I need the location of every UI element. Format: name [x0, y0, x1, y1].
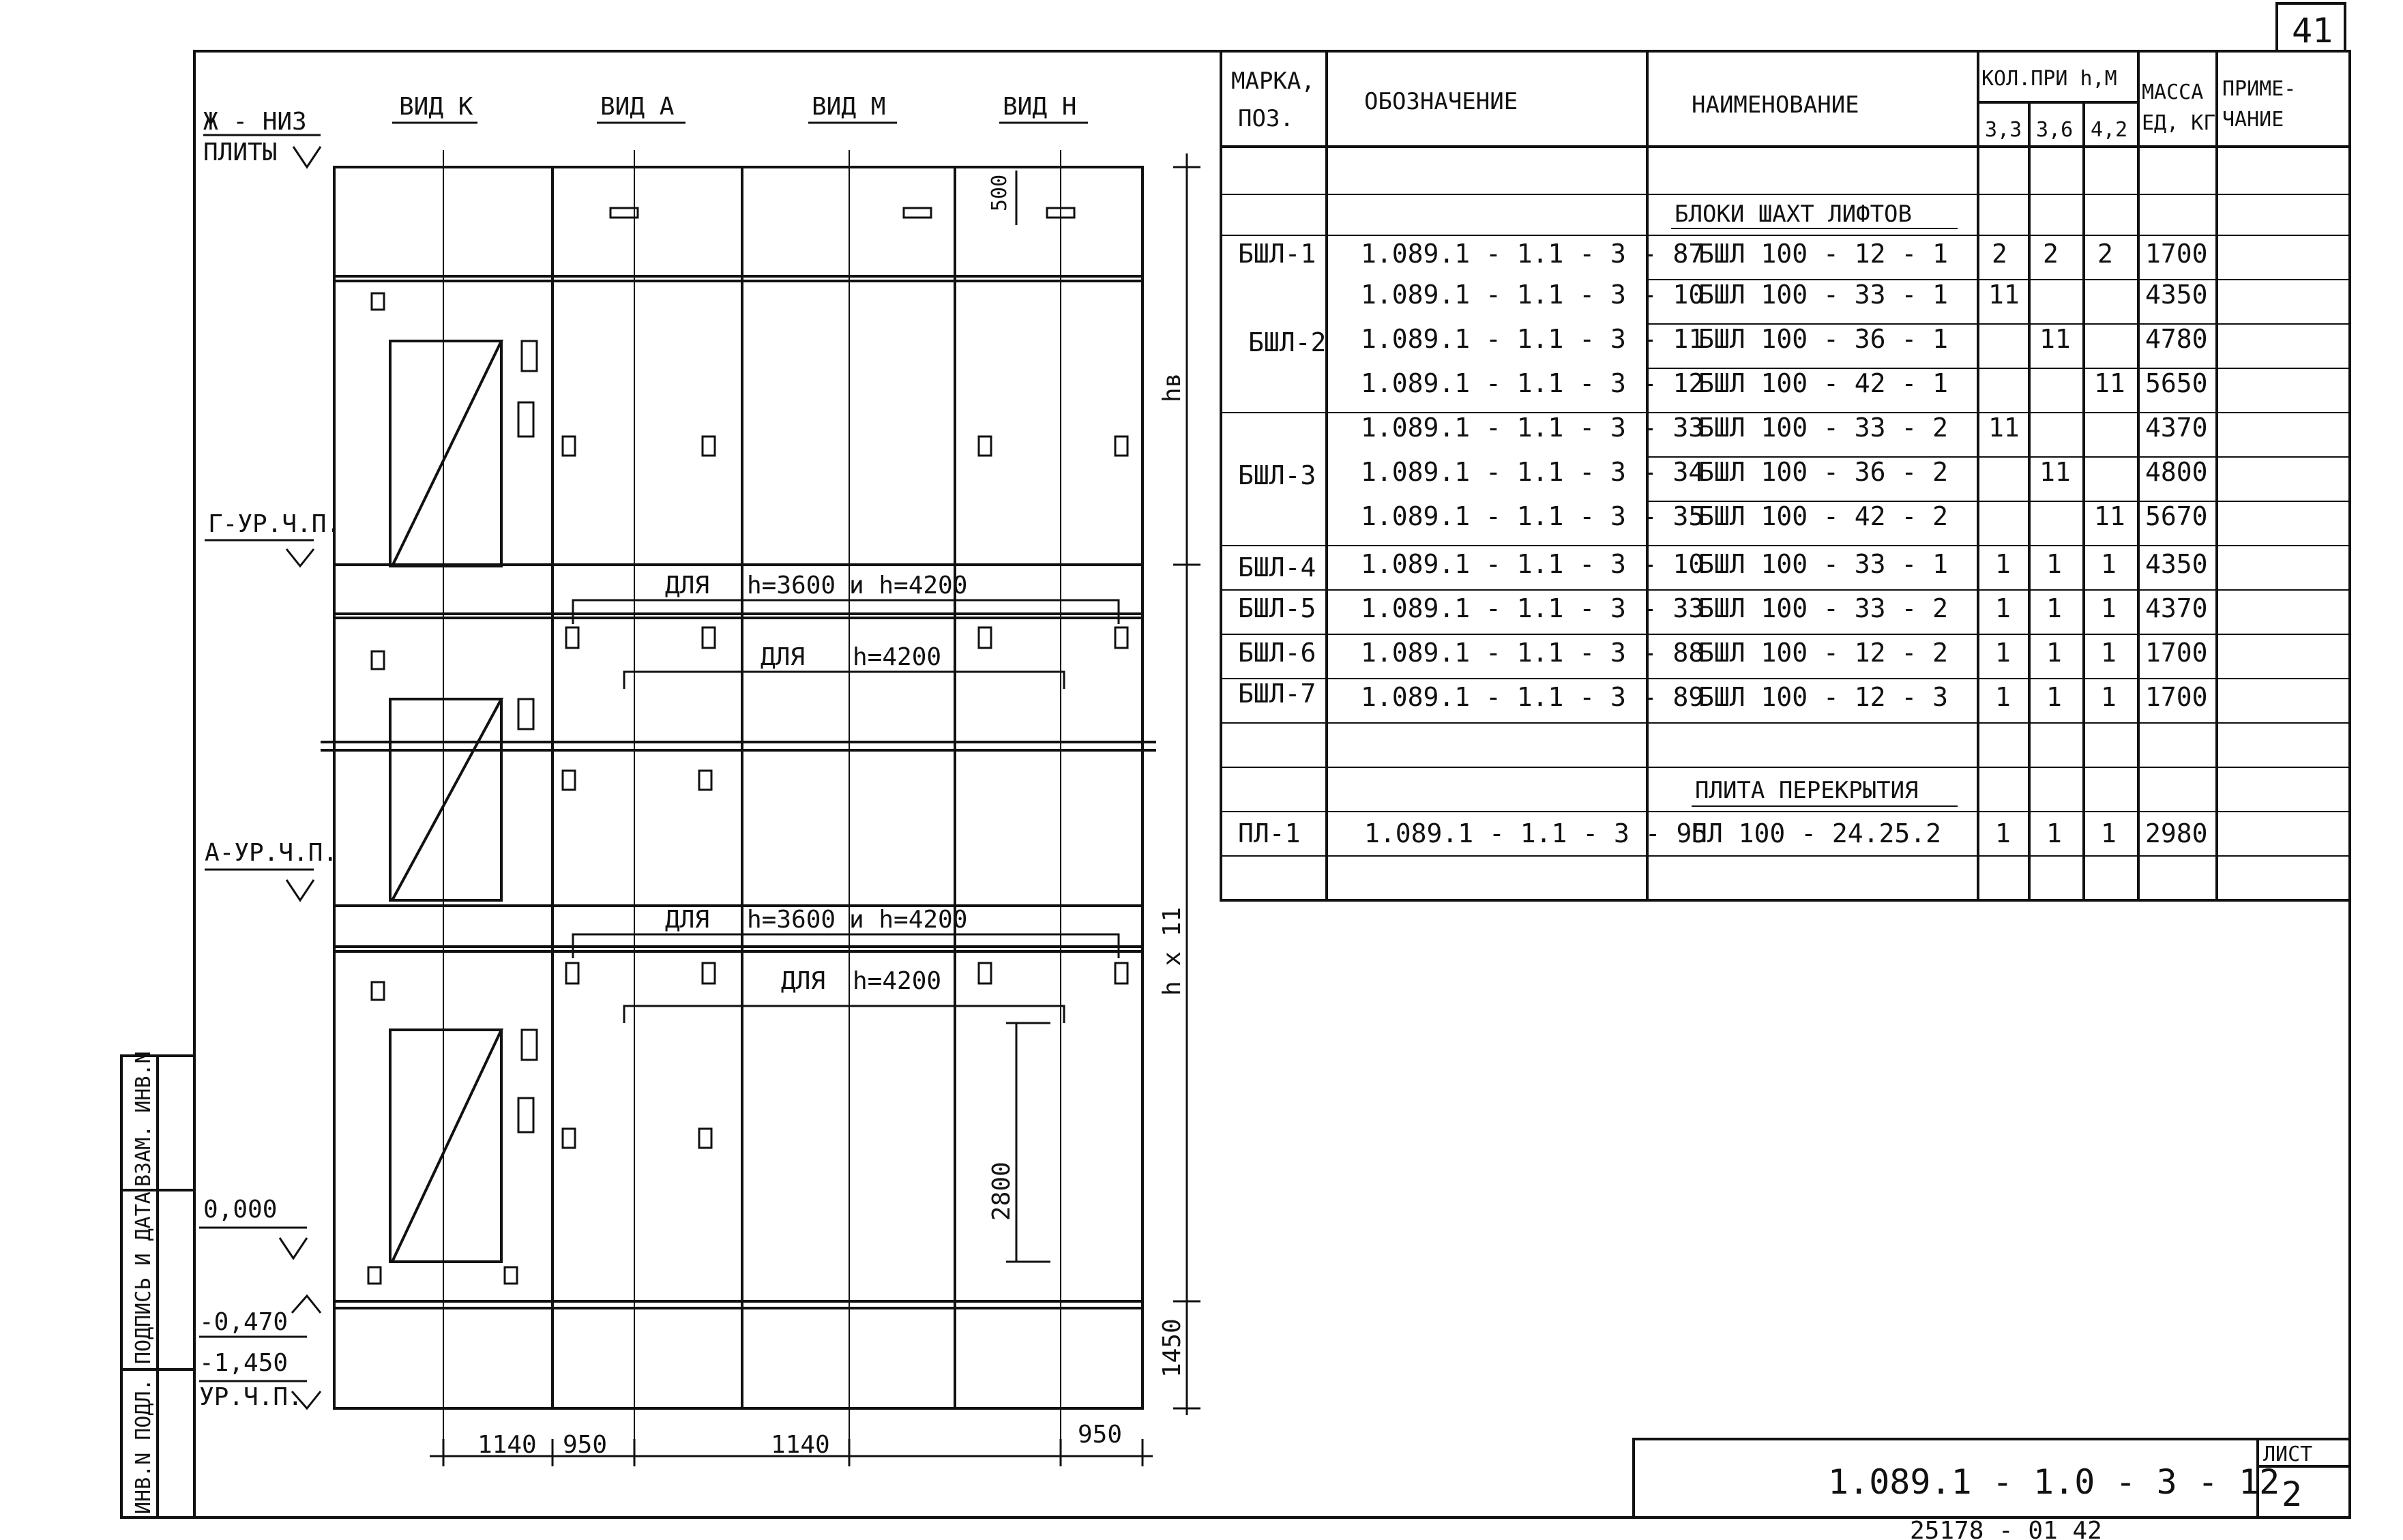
level-g: Г-УР.Ч.П. — [208, 510, 342, 538]
header-qty-36: 3,6 — [2036, 118, 2074, 142]
row-11-name: ПЛ 100 - 24.25.2 — [1692, 818, 1942, 848]
row-7-mass: 4350 — [2145, 549, 2208, 579]
row-10-name: БШЛ 100 - 12 - 3 — [1698, 682, 1949, 712]
elevation-drawing — [199, 93, 1200, 1466]
title-code: 1.089.1 - 1.0 - 3 - 12 — [1828, 1462, 2280, 1502]
row-2-name: БШЛ 100 - 36 - 1 — [1698, 324, 1949, 354]
row-4-desig: 1.089.1 - 1.1 - 3 - 33 — [1361, 413, 1705, 443]
note-for-top-2: h=3600 — [747, 572, 836, 599]
header-mark-1: МАРКА, — [1231, 68, 1315, 95]
note-for-top-3: и h=4200 — [849, 572, 968, 599]
row-10-desig: 1.089.1 - 1.1 - 3 - 89 — [1361, 682, 1705, 712]
dim-bottom-1140-a: 1140 — [477, 1431, 537, 1459]
row-0-q42: 2 — [2097, 239, 2113, 269]
header-qty-33: 3,3 — [1985, 118, 2022, 142]
section-floor-slab: ПЛИТА ПЕРЕКРЫТИЯ — [1695, 777, 1919, 804]
row-8-q42: 1 — [2101, 593, 2117, 623]
row-11-desig: 1.089.1 - 1.1 - 3 - 95 — [1364, 818, 1708, 848]
row-7-q42: 1 — [2101, 549, 2117, 579]
title-sheet-label: ЛИСТ — [2263, 1442, 2313, 1466]
view-label-k: ВИД К — [399, 93, 473, 121]
header-mass-1: МАССА — [2142, 80, 2204, 104]
row-0-name: БШЛ 100 - 12 - 1 — [1698, 239, 1949, 269]
row-3-name: БШЛ 100 - 42 - 1 — [1698, 368, 1949, 398]
header-qty: КОЛ.ПРИ h,М — [1981, 67, 2117, 91]
header-note-1: ПРИМЕ- — [2222, 77, 2297, 101]
dim-500: 500 — [988, 174, 1012, 211]
row-10-mass: 1700 — [2145, 682, 2208, 712]
level-minus-1450: -1,450 — [199, 1349, 289, 1377]
dim-hv: hв — [1158, 372, 1186, 402]
note-for-low-3: и h=4200 — [849, 906, 968, 934]
level-a: А-УР.Ч.П. — [205, 839, 338, 867]
header-qty-42: 4,2 — [2091, 118, 2128, 142]
row-mark-bshl-2: БШЛ-2 — [1248, 327, 1327, 357]
row-0-q33: 2 — [1992, 239, 2007, 269]
level-ur-ch-p: УР.Ч.П. — [199, 1383, 303, 1411]
header-mark-2: ПОЗ. — [1238, 105, 1294, 132]
dim-bottom-1140-b: 1140 — [771, 1431, 830, 1459]
row-10-q36: 1 — [2046, 682, 2062, 712]
stamp-inv-podl: ИНВ.N ПОДЛ. — [132, 1378, 156, 1514]
dim-1450: 1450 — [1158, 1318, 1186, 1378]
header-note-2: ЧАНИЕ — [2222, 108, 2284, 132]
row-5-mass: 4800 — [2145, 457, 2208, 487]
row-mark-bshl-6: БШЛ-6 — [1238, 638, 1316, 668]
header-mass-2: ЕД, КГ — [2142, 111, 2216, 135]
row-4-q33: 11 — [1988, 413, 2020, 443]
row-3-desig: 1.089.1 - 1.1 - 3 - 12 — [1361, 368, 1705, 398]
note-for-low-2: h=3600 — [747, 906, 836, 934]
row-mark-bshl-4: БШЛ-4 — [1238, 552, 1316, 582]
level-zero: 0,000 — [203, 1196, 278, 1224]
row-3-q42: 11 — [2094, 368, 2125, 398]
row-8-name: БШЛ 100 - 33 - 2 — [1698, 593, 1949, 623]
row-8-mass: 4370 — [2145, 593, 2208, 623]
note-4200-top-1: ДЛЯ — [761, 643, 806, 671]
view-label-n: ВИД Н — [1003, 93, 1077, 121]
row-4-mass: 4370 — [2145, 413, 2208, 443]
header-designation: ОБОЗНАЧЕНИЕ — [1364, 88, 1518, 115]
title-sheet-number: 2 — [2282, 1475, 2303, 1514]
row-mark-pl-1: ПЛ-1 — [1238, 818, 1301, 848]
row-2-desig: 1.089.1 - 1.1 - 3 - 11 — [1361, 324, 1705, 354]
row-8-q33: 1 — [1995, 593, 2011, 623]
row-4-name: БШЛ 100 - 33 - 2 — [1698, 413, 1949, 443]
row-6-desig: 1.089.1 - 1.1 - 3 - 35 — [1361, 501, 1705, 531]
row-9-desig: 1.089.1 - 1.1 - 3 - 88 — [1361, 638, 1705, 668]
row-11-q33: 1 — [1995, 818, 2011, 848]
row-0-desig: 1.089.1 - 1.1 - 3 - 87 — [1361, 239, 1705, 269]
row-1-q33: 11 — [1988, 280, 2020, 310]
row-7-q36: 1 — [2046, 549, 2062, 579]
row-1-mass: 4350 — [2145, 280, 2208, 310]
note-4200-low-2: h=4200 — [853, 967, 942, 995]
row-5-q36: 11 — [2039, 457, 2071, 487]
dim-bottom-950-b: 950 — [1078, 1421, 1123, 1449]
view-label-a: ВИД А — [600, 93, 675, 121]
sheet-frame — [194, 51, 2350, 1517]
row-2-q36: 11 — [2039, 324, 2071, 354]
section-shaft-blocks: БЛОКИ ШАХТ ЛИФТОВ — [1675, 201, 1912, 228]
row-mark-bshl-3: БШЛ-3 — [1238, 460, 1316, 490]
row-9-name: БШЛ 100 - 12 - 2 — [1698, 638, 1949, 668]
level-slab-bottom-1: Ж - НИЗ — [203, 108, 307, 136]
row-3-mass: 5650 — [2145, 368, 2208, 398]
row-0-mass: 1700 — [2145, 239, 2208, 269]
row-9-q42: 1 — [2101, 638, 2117, 668]
row-11-q36: 1 — [2046, 818, 2062, 848]
row-9-q33: 1 — [1995, 638, 2011, 668]
stamp-vzam-inv: ВЗАМ. ИНВ.N — [132, 1051, 156, 1187]
row-6-q42: 11 — [2094, 501, 2125, 531]
stamp-signature-date: ПОДПИСЬ И ДАТА — [132, 1191, 156, 1364]
note-4200-low-1: ДЛЯ — [781, 967, 826, 995]
note-4200-top-2: h=4200 — [853, 643, 942, 671]
row-7-desig: 1.089.1 - 1.1 - 3 - 10 — [1361, 549, 1705, 579]
row-8-q36: 1 — [2046, 593, 2062, 623]
row-5-desig: 1.089.1 - 1.1 - 3 - 34 — [1361, 457, 1705, 487]
row-mark-bshl-7: БШЛ-7 — [1238, 679, 1316, 709]
row-1-desig: 1.089.1 - 1.1 - 3 - 10 — [1361, 280, 1705, 310]
dim-hx11: h x 11 — [1158, 906, 1186, 996]
row-6-mass: 5670 — [2145, 501, 2208, 531]
row-mark-bshl-5: БШЛ-5 — [1238, 593, 1316, 623]
level-minus-0470: -0,470 — [199, 1308, 289, 1336]
row-9-q36: 1 — [2046, 638, 2062, 668]
row-6-name: БШЛ 100 - 42 - 2 — [1698, 501, 1949, 531]
specification-table — [1221, 51, 2350, 900]
level-slab-bottom-2: ПЛИТЫ — [203, 138, 278, 166]
title-block — [1634, 1439, 2350, 1517]
note-for-top-1: ДЛЯ — [665, 572, 710, 599]
view-label-m: ВИД М — [812, 93, 886, 121]
row-mark-bshl-1: БШЛ-1 — [1238, 239, 1316, 269]
note-for-low-1: ДЛЯ — [665, 906, 710, 934]
header-name: НАИМЕНОВАНИЕ — [1692, 91, 1859, 119]
archive-number: 25178 - 01 42 — [1910, 1517, 2102, 1540]
row-2-mass: 4780 — [2145, 324, 2208, 354]
page-number: 41 — [2292, 11, 2333, 50]
row-8-desig: 1.089.1 - 1.1 - 3 - 33 — [1361, 593, 1705, 623]
dim-2800: 2800 — [988, 1161, 1016, 1221]
row-5-name: БШЛ 100 - 36 - 2 — [1698, 457, 1949, 487]
row-9-mass: 1700 — [2145, 638, 2208, 668]
dim-bottom-950-a: 950 — [563, 1431, 608, 1459]
row-7-q33: 1 — [1995, 549, 2011, 579]
row-11-mass: 2980 — [2145, 818, 2208, 848]
row-11-q42: 1 — [2101, 818, 2117, 848]
row-0-q36: 2 — [2043, 239, 2059, 269]
row-7-name: БШЛ 100 - 33 - 1 — [1698, 549, 1949, 579]
row-10-q33: 1 — [1995, 682, 2011, 712]
row-10-q42: 1 — [2101, 682, 2117, 712]
row-1-name: БШЛ 100 - 33 - 1 — [1698, 280, 1949, 310]
